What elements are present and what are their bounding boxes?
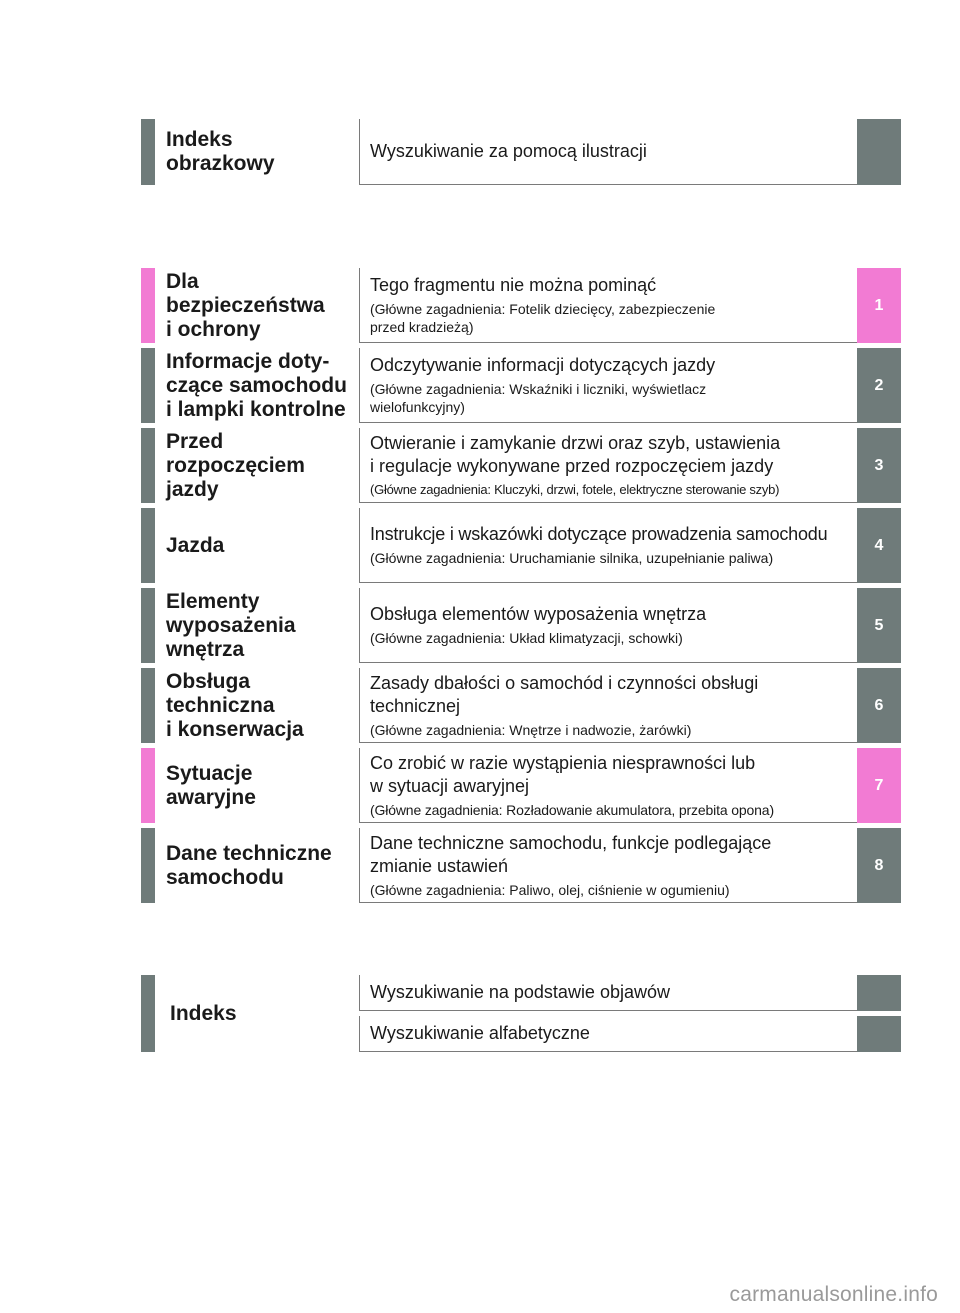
section-2-bar xyxy=(141,348,155,423)
section-7-tab[interactable]: 7 xyxy=(857,748,901,823)
picture-index-title: Indeks obrazkowy xyxy=(166,128,275,175)
section-4-bar xyxy=(141,508,155,583)
section-row-3[interactable] xyxy=(141,428,901,503)
section-2-main: Odczytywanie informacji dotyczących jazdy xyxy=(370,355,716,375)
index-item-alphabetical-label: Wyszukiwanie alfabetyczne xyxy=(370,1023,590,1043)
section-6-tab[interactable]: 6 xyxy=(857,668,901,743)
section-3-bar xyxy=(141,428,155,503)
index-item-symptoms-tab[interactable] xyxy=(857,975,901,1011)
index-item-symptoms[interactable] xyxy=(359,975,901,1011)
section-4-topics: (Główne zagadnienia: Uruchamianie silnika, uzupełnianie paliwa) xyxy=(370,550,774,566)
section-4-tab[interactable]: 4 xyxy=(857,508,901,583)
section-2-description-box xyxy=(359,348,857,423)
index-item-symptoms-label: Wyszukiwanie na podstawie objawów xyxy=(370,982,670,1002)
watermark: carmanualsonline.info xyxy=(729,1283,938,1306)
section-4-title: Jazda xyxy=(166,533,225,557)
index-bar xyxy=(141,975,155,1052)
section-5-main: Obsługa elementów wyposażenia wnętrza xyxy=(370,604,707,624)
section-8-tab[interactable]: 8 xyxy=(857,828,901,903)
section-6-topics: (Główne zagadnienia: Wnętrze i nadwozie, żarówki) xyxy=(370,721,692,738)
section-7-main: Co zrobić w razie wystąpienia niesprawności lub w sytuacji awaryjnej xyxy=(370,752,756,796)
section-8-description-box xyxy=(359,828,857,903)
section-3-tab[interactable]: 3 xyxy=(857,428,901,503)
picture-index-description: Wyszukiwanie za pomocą ilustracji xyxy=(370,141,647,161)
index-item-symptoms-box xyxy=(359,975,857,1011)
index-item-alphabetical[interactable] xyxy=(359,1016,901,1052)
section-6-bar xyxy=(141,668,155,743)
section-5-topics: (Główne zagadnienia: Układ klimatyzacji, schowki) xyxy=(370,630,683,646)
section-5-title: Elementy wyposażenia wnętrza xyxy=(166,589,296,661)
section-1-description-box xyxy=(359,268,857,343)
section-3-main: Otwieranie i zamykanie drzwi oraz szyb, ustawienia i regulacje wykonywane przed rozpoczęciem jazdy xyxy=(370,432,781,476)
section-row-4[interactable] xyxy=(141,508,901,583)
section-1-topics: (Główne zagadnienia: Fotelik dziecięcy, zabezpieczenie przed kradzieżą) xyxy=(370,301,716,335)
picture-index-row[interactable] xyxy=(141,119,901,185)
picture-index-bar xyxy=(141,119,155,185)
section-1-tab[interactable]: 1 xyxy=(857,268,901,343)
section-1-title: Dla bezpieczeństwa i ochrony xyxy=(166,269,325,341)
section-2-topics: (Główne zagadnienia: Wskaźniki i liczniki, wyświetlacz wielofunkcyjny) xyxy=(370,381,707,415)
section-row-8[interactable] xyxy=(141,828,901,903)
section-3-description-box xyxy=(359,428,857,503)
section-2-title: Informacje doty- czące samochodu i lampki kontrolne xyxy=(166,349,347,421)
section-5-description-box xyxy=(359,588,857,663)
section-row-6[interactable] xyxy=(141,668,901,743)
section-row-1[interactable] xyxy=(141,268,901,343)
section-1-bar xyxy=(141,268,155,343)
section-3-topics: (Główne zagadnienia: Kluczyki, drzwi, fotele, elektryczne sterowanie szyb) xyxy=(370,481,780,497)
section-row-5[interactable] xyxy=(141,588,901,663)
picture-index-tab[interactable] xyxy=(857,119,901,185)
index-item-alphabetical-tab[interactable] xyxy=(857,1016,901,1052)
section-row-7[interactable] xyxy=(141,748,901,823)
section-7-description-box xyxy=(359,748,857,823)
section-row-2[interactable] xyxy=(141,348,901,423)
section-8-bar xyxy=(141,828,155,903)
section-1-main: Tego fragmentu nie można pominąć xyxy=(370,275,657,295)
section-8-main: Dane techniczne samochodu, funkcje podlegające zmianie ustawień xyxy=(370,832,772,876)
section-3-title: Przed rozpoczęciem jazdy xyxy=(166,429,305,501)
section-8-title: Dane techniczne samochodu xyxy=(166,841,332,889)
index-item-alphabetical-box xyxy=(359,1016,857,1052)
section-5-bar xyxy=(141,588,155,663)
section-7-title: Sytuacje awaryjne xyxy=(166,761,256,809)
section-5-tab[interactable]: 5 xyxy=(857,588,901,663)
section-6-main: Zasady dbałości o samochód i czynności obsługi technicznej xyxy=(370,672,759,716)
index-title: Indeks xyxy=(170,1001,237,1025)
section-7-bar xyxy=(141,748,155,823)
section-4-main: Instrukcje i wskazówki dotyczące prowadzenia samochodu xyxy=(370,524,828,544)
index-row xyxy=(141,975,901,1052)
section-4-description-box xyxy=(359,508,857,583)
section-7-topics: (Główne zagadnienia: Rozładowanie akumulatora, przebita opona) xyxy=(370,801,774,818)
section-8-topics: (Główne zagadnienia: Paliwo, olej, ciśnienie w ogumieniu) xyxy=(370,881,730,898)
section-2-tab[interactable]: 2 xyxy=(857,348,901,423)
section-6-description-box xyxy=(359,668,857,743)
picture-index-description-box xyxy=(359,119,857,185)
section-6-title: Obsługa techniczna i konserwacja xyxy=(166,669,304,741)
